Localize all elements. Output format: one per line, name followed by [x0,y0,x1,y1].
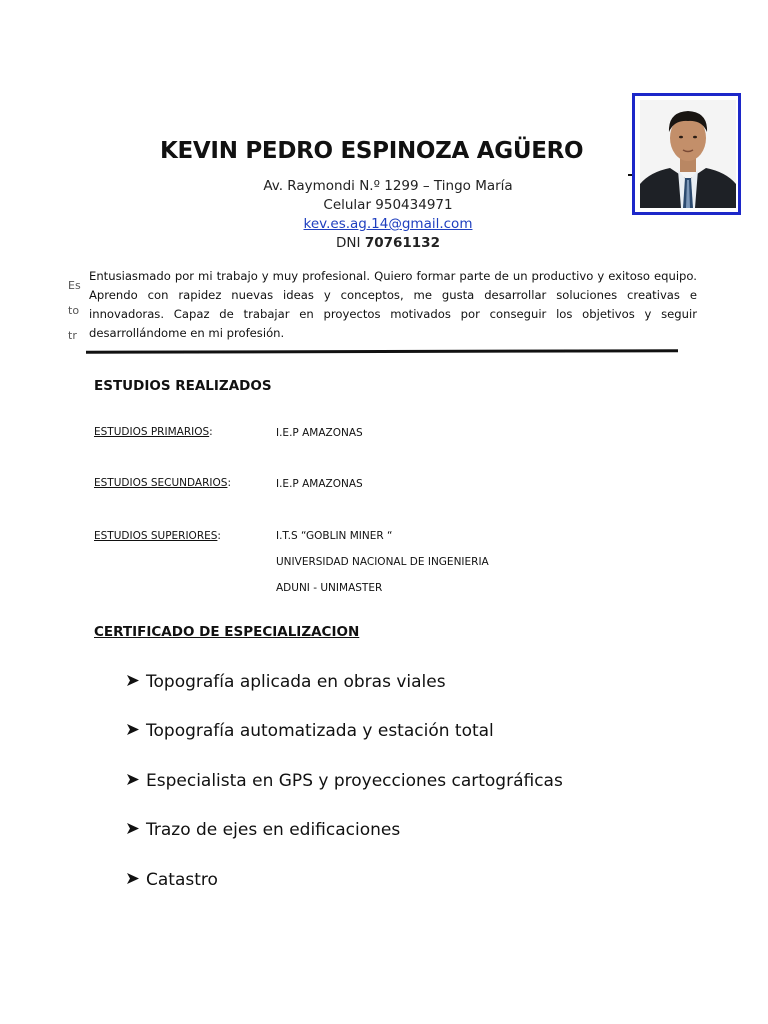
higher-studies-label: ESTUDIOS SUPERIORES: [94,530,221,542]
dni-label: DNI [336,235,361,251]
certificate-item: Topografía aplicada en obras viales [126,672,446,692]
ghost-text-line-1: Es [68,279,81,292]
arrowhead-bullet-icon [126,870,146,890]
studies-title: ESTUDIOS REALIZADOS [94,378,272,394]
address: Av. Raymondi N.º 1299 – Tingo María [263,178,513,194]
arrowhead-bullet-icon [126,820,146,840]
certificates-title: CERTIFICADO DE ESPECIALIZACION [94,624,360,640]
profile-summary: Entusiasmado por mi trabajo y muy profesional. Quiero formar parte de un productivo y exitoso equipo. Aprendo con rapidez nuevas ideas y conceptos, me gusta desarrollar soluciones creativas e innovadoras. Capaz de trabajar en proyectos motivados por conseguir los objetivos y seguir desarrollándome en mi profesión. [89,269,697,340]
higher-studies-value-1: I.T.S “GOBLIN MINER “ [276,530,393,542]
arrowhead-bullet-icon [126,672,146,692]
higher-studies-value-2: UNIVERSIDAD NACIONAL DE INGENIERIA [276,556,489,568]
email-link[interactable]: kev.es.ag.14@gmail.com [303,216,473,232]
email-container [230,216,546,232]
secondary-studies-value: I.E.P AMAZONAS [276,478,363,490]
ghost-text-line-2: to [68,304,80,317]
dni-value: 70761132 [364,235,440,251]
certificate-item: Catastro [126,870,218,890]
profile-photo [632,93,741,215]
certificate-item: Topografía automatizada y estación total [126,721,494,741]
arrowhead-bullet-icon [126,771,146,791]
primary-studies-value: I.E.P AMAZONAS [276,427,363,439]
certificate-item: Especialista en GPS y proyecciones cartográficas [126,771,563,791]
ghost-text-line-3: tr [68,329,77,342]
dni [230,235,546,251]
arrowhead-bullet-icon [126,721,146,741]
certificate-item: Trazo de ejes en edificaciones [126,820,400,840]
phone: Celular 950434971 [323,197,453,213]
person-portrait-icon [640,100,736,208]
secondary-studies-label: ESTUDIOS SECUNDARIOS: [94,477,231,489]
primary-studies-label: ESTUDIOS PRIMARIOS: [94,426,213,438]
section-divider [86,349,678,354]
candidate-name: KEVIN PEDRO ESPINOZA AGÜERO [160,138,584,164]
higher-studies-value-3: ADUNI - UNIMASTER [276,582,383,594]
